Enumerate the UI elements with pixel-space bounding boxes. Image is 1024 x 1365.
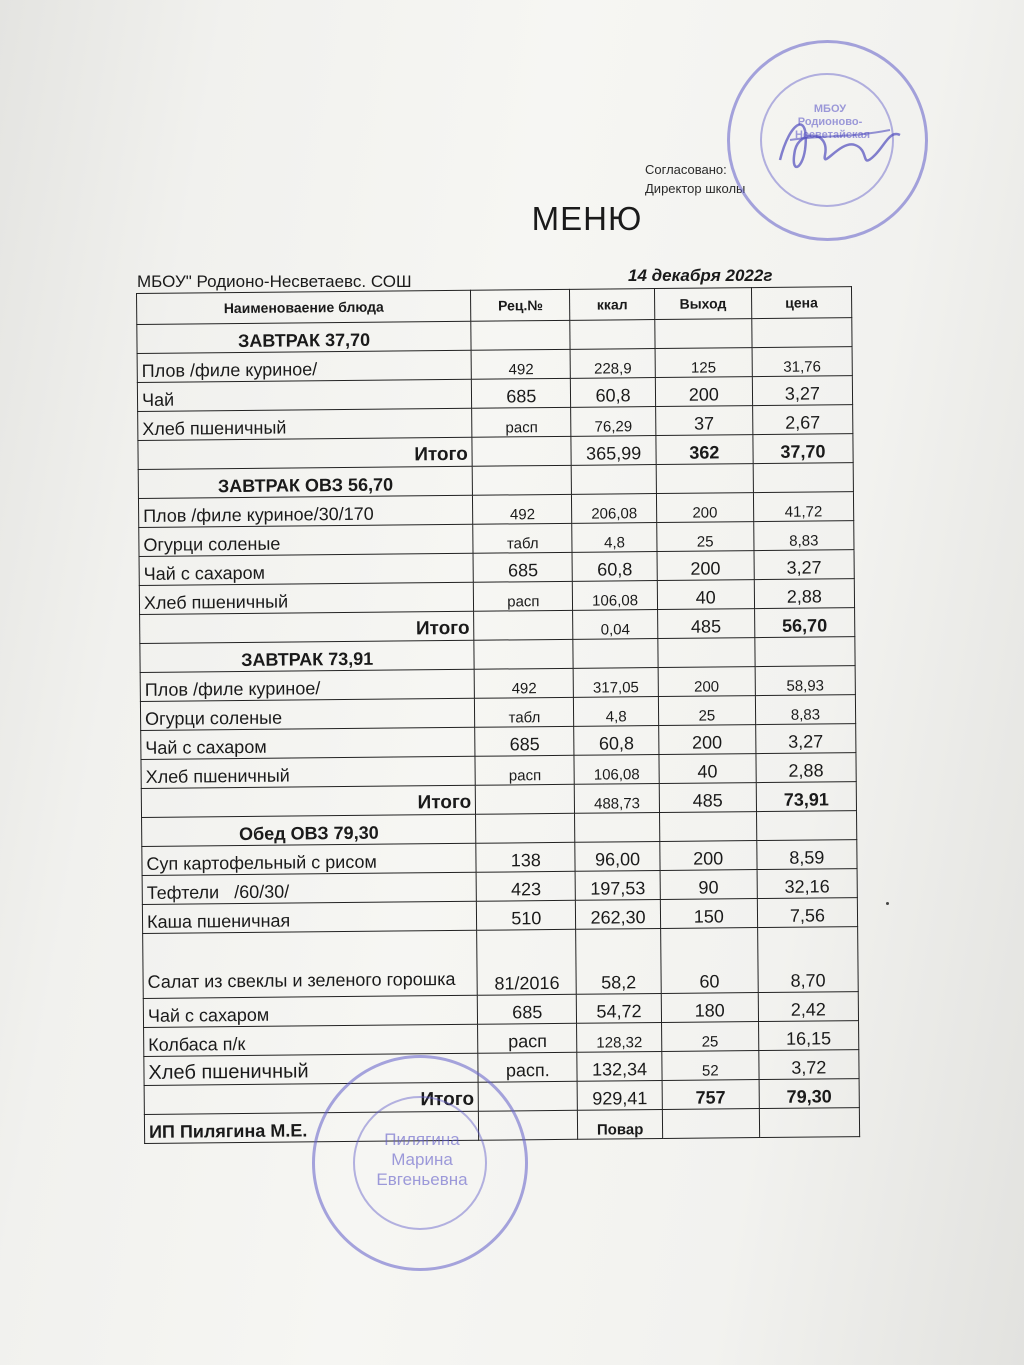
price: 58,93	[755, 666, 855, 696]
price: 3,27	[752, 376, 852, 406]
recipe-no: 138	[476, 842, 575, 872]
dish-name: Хлеб пшеничный	[138, 408, 473, 440]
output: 200	[660, 841, 757, 871]
output: 200	[655, 377, 752, 407]
school-stamp-text: МБОУ Родионово-Несветайская	[795, 103, 871, 141]
dish-name: Хлеб пшеничный	[144, 1053, 479, 1085]
dish-name: Хлеб пшеничный	[139, 582, 474, 614]
total-price: 37,70	[753, 434, 853, 464]
kcal: 197,53	[575, 870, 660, 900]
dish-name: Огурци соленые	[139, 524, 474, 556]
dish-name: Колбаса п/к	[144, 1024, 479, 1056]
recipe-no: 510	[477, 900, 576, 930]
recipe-no: 492	[473, 494, 572, 524]
price: 2,88	[754, 579, 854, 609]
cook-role: Повар	[578, 1109, 663, 1139]
price: 7,56	[757, 898, 857, 928]
kcal: 76,29	[571, 407, 656, 437]
dish-name: Каша пшеничная	[142, 901, 477, 933]
price: 3,27	[755, 724, 855, 754]
dish-name: Чай с сахаром	[143, 995, 478, 1027]
supplier-name: ИП Пилягина М.Е.	[144, 1111, 479, 1143]
kcal: 106,08	[573, 581, 658, 611]
output: 37	[655, 406, 752, 436]
kcal: 60,8	[574, 726, 659, 756]
supplier-stamp-text: Пилягина Марина Евгеньевна	[376, 1130, 468, 1189]
kcal: 4,8	[574, 697, 659, 727]
dish-name: Плов /филе куриное/30/170	[138, 495, 473, 527]
output: 180	[661, 993, 758, 1023]
output: 25	[658, 696, 755, 726]
dish-name: Салат из свеклы и зеленого горошка	[143, 930, 478, 998]
kcal: 262,30	[576, 899, 661, 929]
output: 200	[658, 667, 755, 697]
total-price: 79,30	[759, 1079, 859, 1109]
output: 200	[657, 551, 754, 581]
section-title: ЗАВТРАК 37,70	[137, 321, 472, 353]
total-label: Итого	[138, 437, 473, 469]
recipe-no: расп	[472, 407, 571, 437]
price: 2,67	[752, 405, 852, 435]
column-header-recipe: Рец.№	[471, 289, 570, 321]
price: 31,76	[752, 347, 852, 377]
output: 25	[657, 522, 754, 552]
director-signature	[760, 100, 910, 190]
page-title: МЕНЮ	[531, 200, 643, 237]
price: 8,59	[757, 840, 857, 870]
price: 2,42	[758, 992, 858, 1022]
price: 2,88	[756, 753, 856, 783]
recipe-no: 685	[478, 994, 577, 1024]
kcal: 128,32	[577, 1022, 662, 1052]
price: 8,83	[754, 521, 854, 551]
kcal: 317,05	[574, 668, 659, 698]
dish-name: Чай с сахаром	[139, 553, 474, 585]
approval-line-director: Директор школы	[645, 181, 746, 196]
recipe-no: 492	[471, 349, 570, 379]
recipe-no: расп	[475, 755, 574, 785]
total-label: Итого	[141, 785, 476, 817]
column-header-price: цена	[751, 287, 851, 319]
table-row	[143, 927, 859, 999]
dish-name: Плов /филе куриное/	[140, 669, 475, 701]
total-label: Итого	[144, 1082, 479, 1114]
menu-date: 14 декабря 2022г	[628, 266, 773, 285]
recipe-no: 81/2016	[477, 929, 577, 995]
column-header-output: Выход	[654, 288, 751, 320]
dish-name: Чай с сахаром	[141, 727, 476, 759]
total-kcal: 365,99	[571, 436, 656, 466]
total-output: 362	[656, 435, 753, 465]
output: 200	[656, 493, 753, 523]
section-title: Обед ОВЗ 79,30	[142, 814, 477, 846]
dish-name: Суп картофельный с рисом	[142, 843, 477, 875]
kcal: 206,08	[572, 494, 657, 524]
dish-name: Огурци соленые	[140, 698, 475, 730]
recipe-no: 685	[473, 552, 572, 582]
dish-name: Хлеб пшеничный	[141, 756, 476, 788]
output: 52	[662, 1051, 759, 1081]
section-title: ЗАВТРАК ОВЗ 56,70	[138, 466, 473, 498]
price: 32,16	[757, 869, 857, 899]
recipe-no: 685	[472, 378, 571, 408]
dish-name: Тефтели /60/30/	[142, 872, 477, 904]
output: 125	[655, 348, 752, 378]
price: 3,72	[759, 1050, 859, 1080]
total-kcal: 0,04	[573, 610, 658, 640]
kcal: 228,9	[570, 349, 655, 379]
output: 60	[660, 928, 758, 994]
kcal: 96,00	[575, 841, 660, 871]
recipe-no: 492	[474, 668, 573, 698]
column-header-name: Наименоваение блюда	[137, 290, 472, 324]
total-output: 485	[659, 783, 756, 813]
output: 200	[658, 725, 755, 755]
total-label: Итого	[140, 611, 475, 643]
price: 8,70	[757, 927, 858, 993]
price: 8,83	[755, 695, 855, 725]
output: 40	[659, 754, 756, 784]
output: 25	[661, 1022, 758, 1052]
total-kcal: 488,73	[575, 784, 660, 814]
recipe-no: расп	[474, 581, 573, 611]
menu-table	[136, 286, 860, 1144]
output: 40	[657, 580, 754, 610]
output: 150	[660, 899, 757, 929]
price: 41,72	[753, 492, 853, 522]
kcal: 132,34	[577, 1051, 662, 1081]
kcal: 60,8	[571, 378, 656, 408]
kcal: 4,8	[572, 523, 657, 553]
kcal: 58,2	[576, 928, 661, 994]
school-name: МБОУ" Родионо-Несветаевс. СОШ	[137, 272, 412, 291]
recipe-no: расп	[478, 1023, 577, 1053]
dish-name: Чай	[137, 379, 472, 411]
ink-dot	[886, 902, 889, 905]
recipe-no: табл	[473, 523, 572, 553]
kcal: 54,72	[577, 993, 662, 1023]
total-output: 485	[657, 609, 754, 639]
approval-line-agreed: Согласовано:	[645, 162, 727, 177]
price: 16,15	[758, 1021, 858, 1051]
section-title: ЗАВТРАК 73,91	[140, 640, 475, 672]
recipe-no: расп.	[478, 1052, 577, 1082]
kcal: 60,8	[572, 552, 657, 582]
recipe-no: 423	[476, 871, 575, 901]
recipe-no: 685	[475, 726, 574, 756]
total-output: 757	[662, 1080, 759, 1110]
total-kcal: 929,41	[578, 1080, 663, 1110]
kcal: 106,08	[574, 755, 659, 785]
column-header-kcal: ккал	[570, 289, 655, 321]
dish-name: Плов /филе куриное/	[137, 350, 472, 382]
output: 90	[660, 870, 757, 900]
total-price: 56,70	[754, 608, 854, 638]
price: 3,27	[754, 550, 854, 580]
recipe-no: табл	[475, 697, 574, 727]
supplier-stamp	[312, 1055, 528, 1271]
total-price: 73,91	[756, 782, 856, 812]
